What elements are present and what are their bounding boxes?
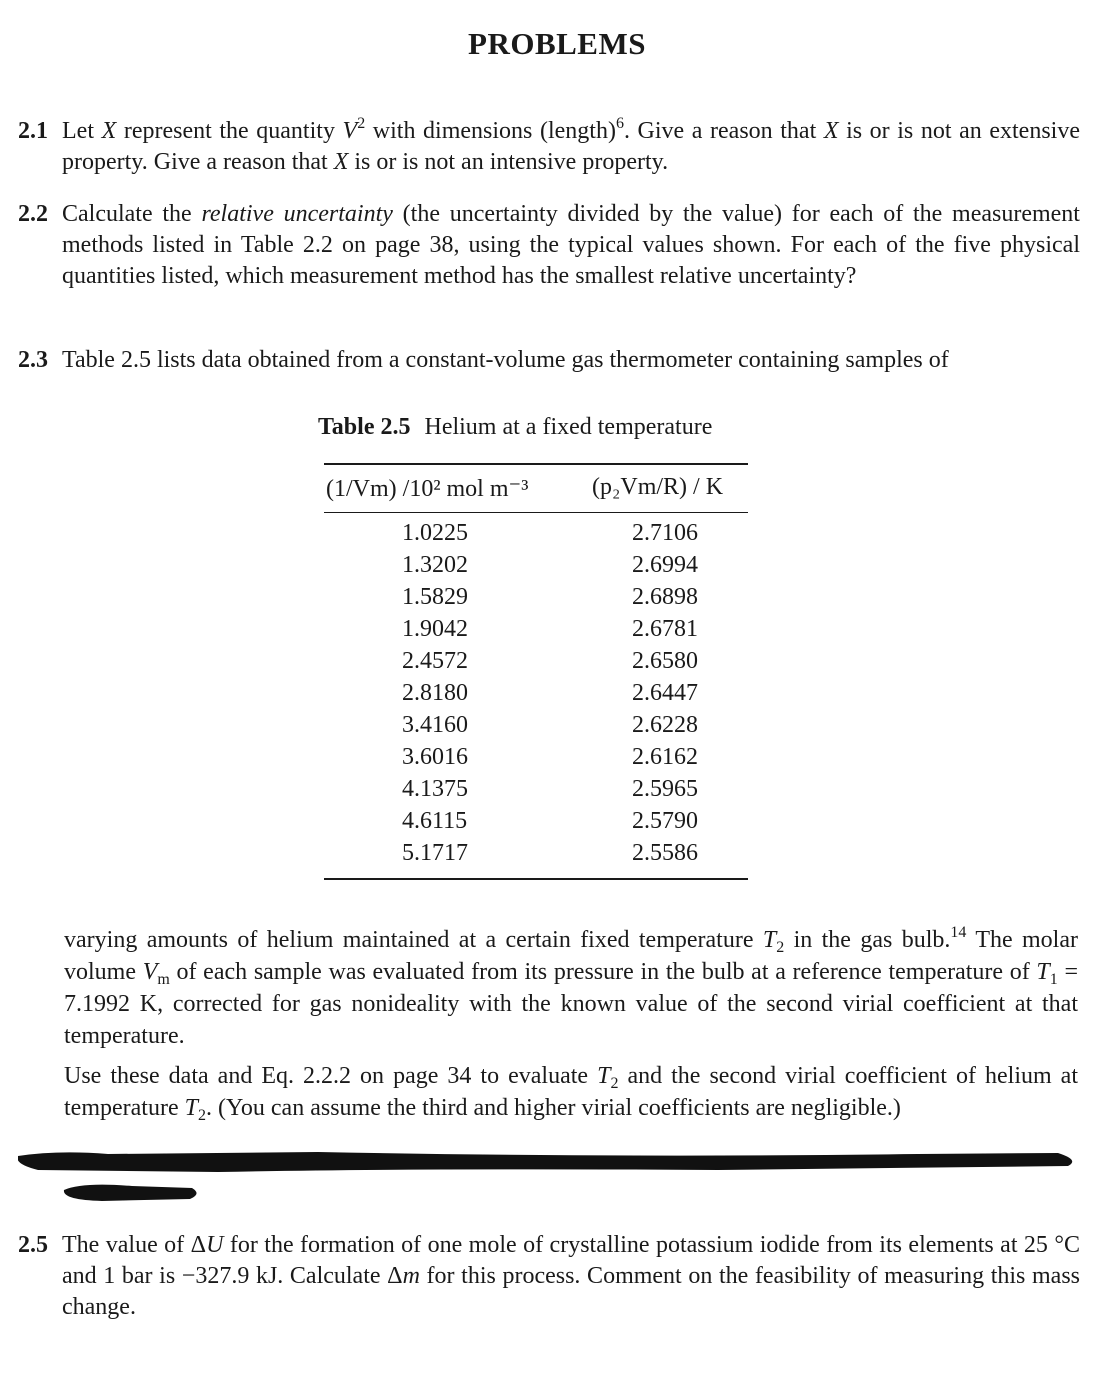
problem-number: 2.5 [18, 1232, 48, 1258]
table-row [324, 616, 748, 648]
paragraph [64, 924, 1078, 1052]
cell-product: 2.5965 [632, 776, 698, 802]
redaction-mark [18, 1148, 1080, 1174]
cell-inverse-volume: 2.8180 [402, 680, 468, 706]
cell-product: 2.7106 [632, 520, 698, 546]
subscript: 2 [197, 1107, 206, 1124]
variable: U [206, 1232, 224, 1258]
table-row [324, 552, 748, 584]
superscript: 6 [615, 115, 624, 132]
problem-2-5 [18, 1230, 1080, 1323]
table-row [324, 584, 748, 616]
page-title: PROBLEMS [468, 26, 646, 61]
text-run: Let [62, 118, 102, 144]
variable: T [184, 1095, 198, 1121]
cell-product: 2.6898 [632, 584, 698, 610]
text-run: is or is not an intensive property. [348, 149, 669, 175]
text-run: . (You can assume the third and higher virial coefficients are negligible.) [205, 1095, 901, 1121]
cell-inverse-volume: 3.6016 [402, 744, 468, 770]
text-run: Use these data and Eq. 2.2.2 on page 34 to evaluate [64, 1063, 598, 1089]
variable: V [342, 118, 358, 144]
text-run: = 7.1992 K, corrected for gas nonideality with the known value of the second virial coefficient at that temperature. [64, 959, 1079, 1049]
table-row [324, 776, 748, 808]
variable: m [402, 1263, 420, 1289]
problem-number: 2.1 [18, 118, 48, 144]
cell-inverse-volume: 1.5829 [402, 584, 468, 610]
subscript: 1 [1049, 971, 1058, 988]
text-run: with dimensions (length) [365, 118, 616, 144]
column-header: (1/Vm) /10² mol m⁻³ [326, 476, 529, 502]
problem-text [62, 1230, 1080, 1323]
text-run: and the second virial coefficient of helium at temperature [64, 1063, 1079, 1121]
table-row [324, 744, 748, 776]
problem-text [62, 345, 1080, 376]
superscript: 2 [357, 115, 366, 132]
table-row [324, 680, 748, 712]
paragraph [64, 1060, 1078, 1124]
table-caption [318, 414, 712, 441]
text-run: is or is not an extensive property. Give a reason that [62, 118, 1080, 175]
text-run: represent the quantity [116, 118, 343, 144]
variable: T [597, 1063, 611, 1089]
cell-product: 2.6781 [632, 616, 698, 642]
cell-product: 2.6447 [632, 680, 698, 706]
cell-product: 2.6580 [632, 648, 698, 674]
emphasis: relative uncertainty [201, 201, 393, 227]
cell-inverse-volume: 1.3202 [402, 552, 468, 578]
problem-text [62, 116, 1080, 178]
text-run: The value of Δ [62, 1232, 207, 1258]
problem-2-1 [18, 116, 1080, 178]
table-header-rule [324, 512, 748, 513]
cell-product: 2.6994 [632, 552, 698, 578]
table-row [324, 520, 748, 552]
text-run: varying amounts of helium maintained at a certain fixed temperature [64, 927, 763, 953]
text-run: in the gas bulb. [784, 927, 951, 953]
table-row [324, 808, 748, 840]
table-row [324, 712, 748, 744]
variable: X [823, 118, 839, 144]
variable: X [101, 118, 117, 144]
text-run: of each sample was evaluated from its pressure in the bulb at a reference temperature of [169, 959, 1037, 985]
cell-product: 2.5790 [632, 808, 698, 834]
cell-inverse-volume: 3.4160 [402, 712, 468, 738]
table-caption-text: Helium at a fixed temperature [424, 414, 713, 440]
cell-inverse-volume: 4.6115 [402, 808, 468, 834]
cell-inverse-volume: 5.1717 [402, 840, 468, 866]
variable: V [142, 959, 158, 985]
footnote-marker: 14 [950, 924, 967, 941]
problem-2-3 [18, 345, 1080, 376]
subscript: m [157, 971, 170, 988]
text-run: (the uncertainty divided by the value) for each of the measurement methods listed in Table 2.2 on page 38, using the typical values shown. For each of the five physical quantities listed, which measurement method has the smallest relative uncertainty? [62, 201, 1080, 289]
problem-2-3-continued [64, 924, 1078, 1132]
cell-product: 2.6162 [632, 744, 698, 770]
table-row [324, 648, 748, 680]
text-run: for the formation of one mole of crystalline potassium iodide from its elements at 25 °C and 1 bar is −327.9 kJ. Calculate Δ [62, 1232, 1080, 1289]
table-caption-label: Table 2.5 [318, 414, 411, 440]
table-body [324, 520, 748, 872]
table-bottom-rule [324, 878, 748, 880]
variable: X [333, 149, 349, 175]
cell-inverse-volume: 1.0225 [402, 520, 468, 546]
cell-inverse-volume: 1.9042 [402, 616, 468, 642]
subscript: 2 [610, 1075, 619, 1092]
variable: T [1036, 959, 1050, 985]
table-row [324, 840, 748, 872]
problem-number: 2.3 [18, 347, 48, 373]
table-top-rule [324, 463, 748, 465]
problem-2-2 [18, 199, 1080, 292]
text-run: Table 2.5 lists data obtained from a constant-volume gas thermometer containing samples of [62, 347, 949, 373]
subscript: 2 [776, 939, 785, 956]
problem-text [62, 199, 1080, 292]
text-run: The molar volume [64, 927, 1078, 985]
cell-product: 2.5586 [632, 840, 698, 866]
text-run: Calculate the [62, 201, 202, 227]
cell-product: 2.6228 [632, 712, 698, 738]
text-run: . Give a reason that [623, 118, 824, 144]
cell-inverse-volume: 2.4572 [402, 648, 468, 674]
text-run: for this process. Comment on the feasibility of measuring this mass change. [62, 1263, 1081, 1320]
cell-inverse-volume: 4.1375 [402, 776, 468, 802]
redaction-mark [62, 1182, 202, 1202]
column-header: (p₂Vm/R) / K [592, 474, 724, 500]
variable: T [762, 927, 777, 953]
problem-number: 2.2 [18, 201, 48, 227]
